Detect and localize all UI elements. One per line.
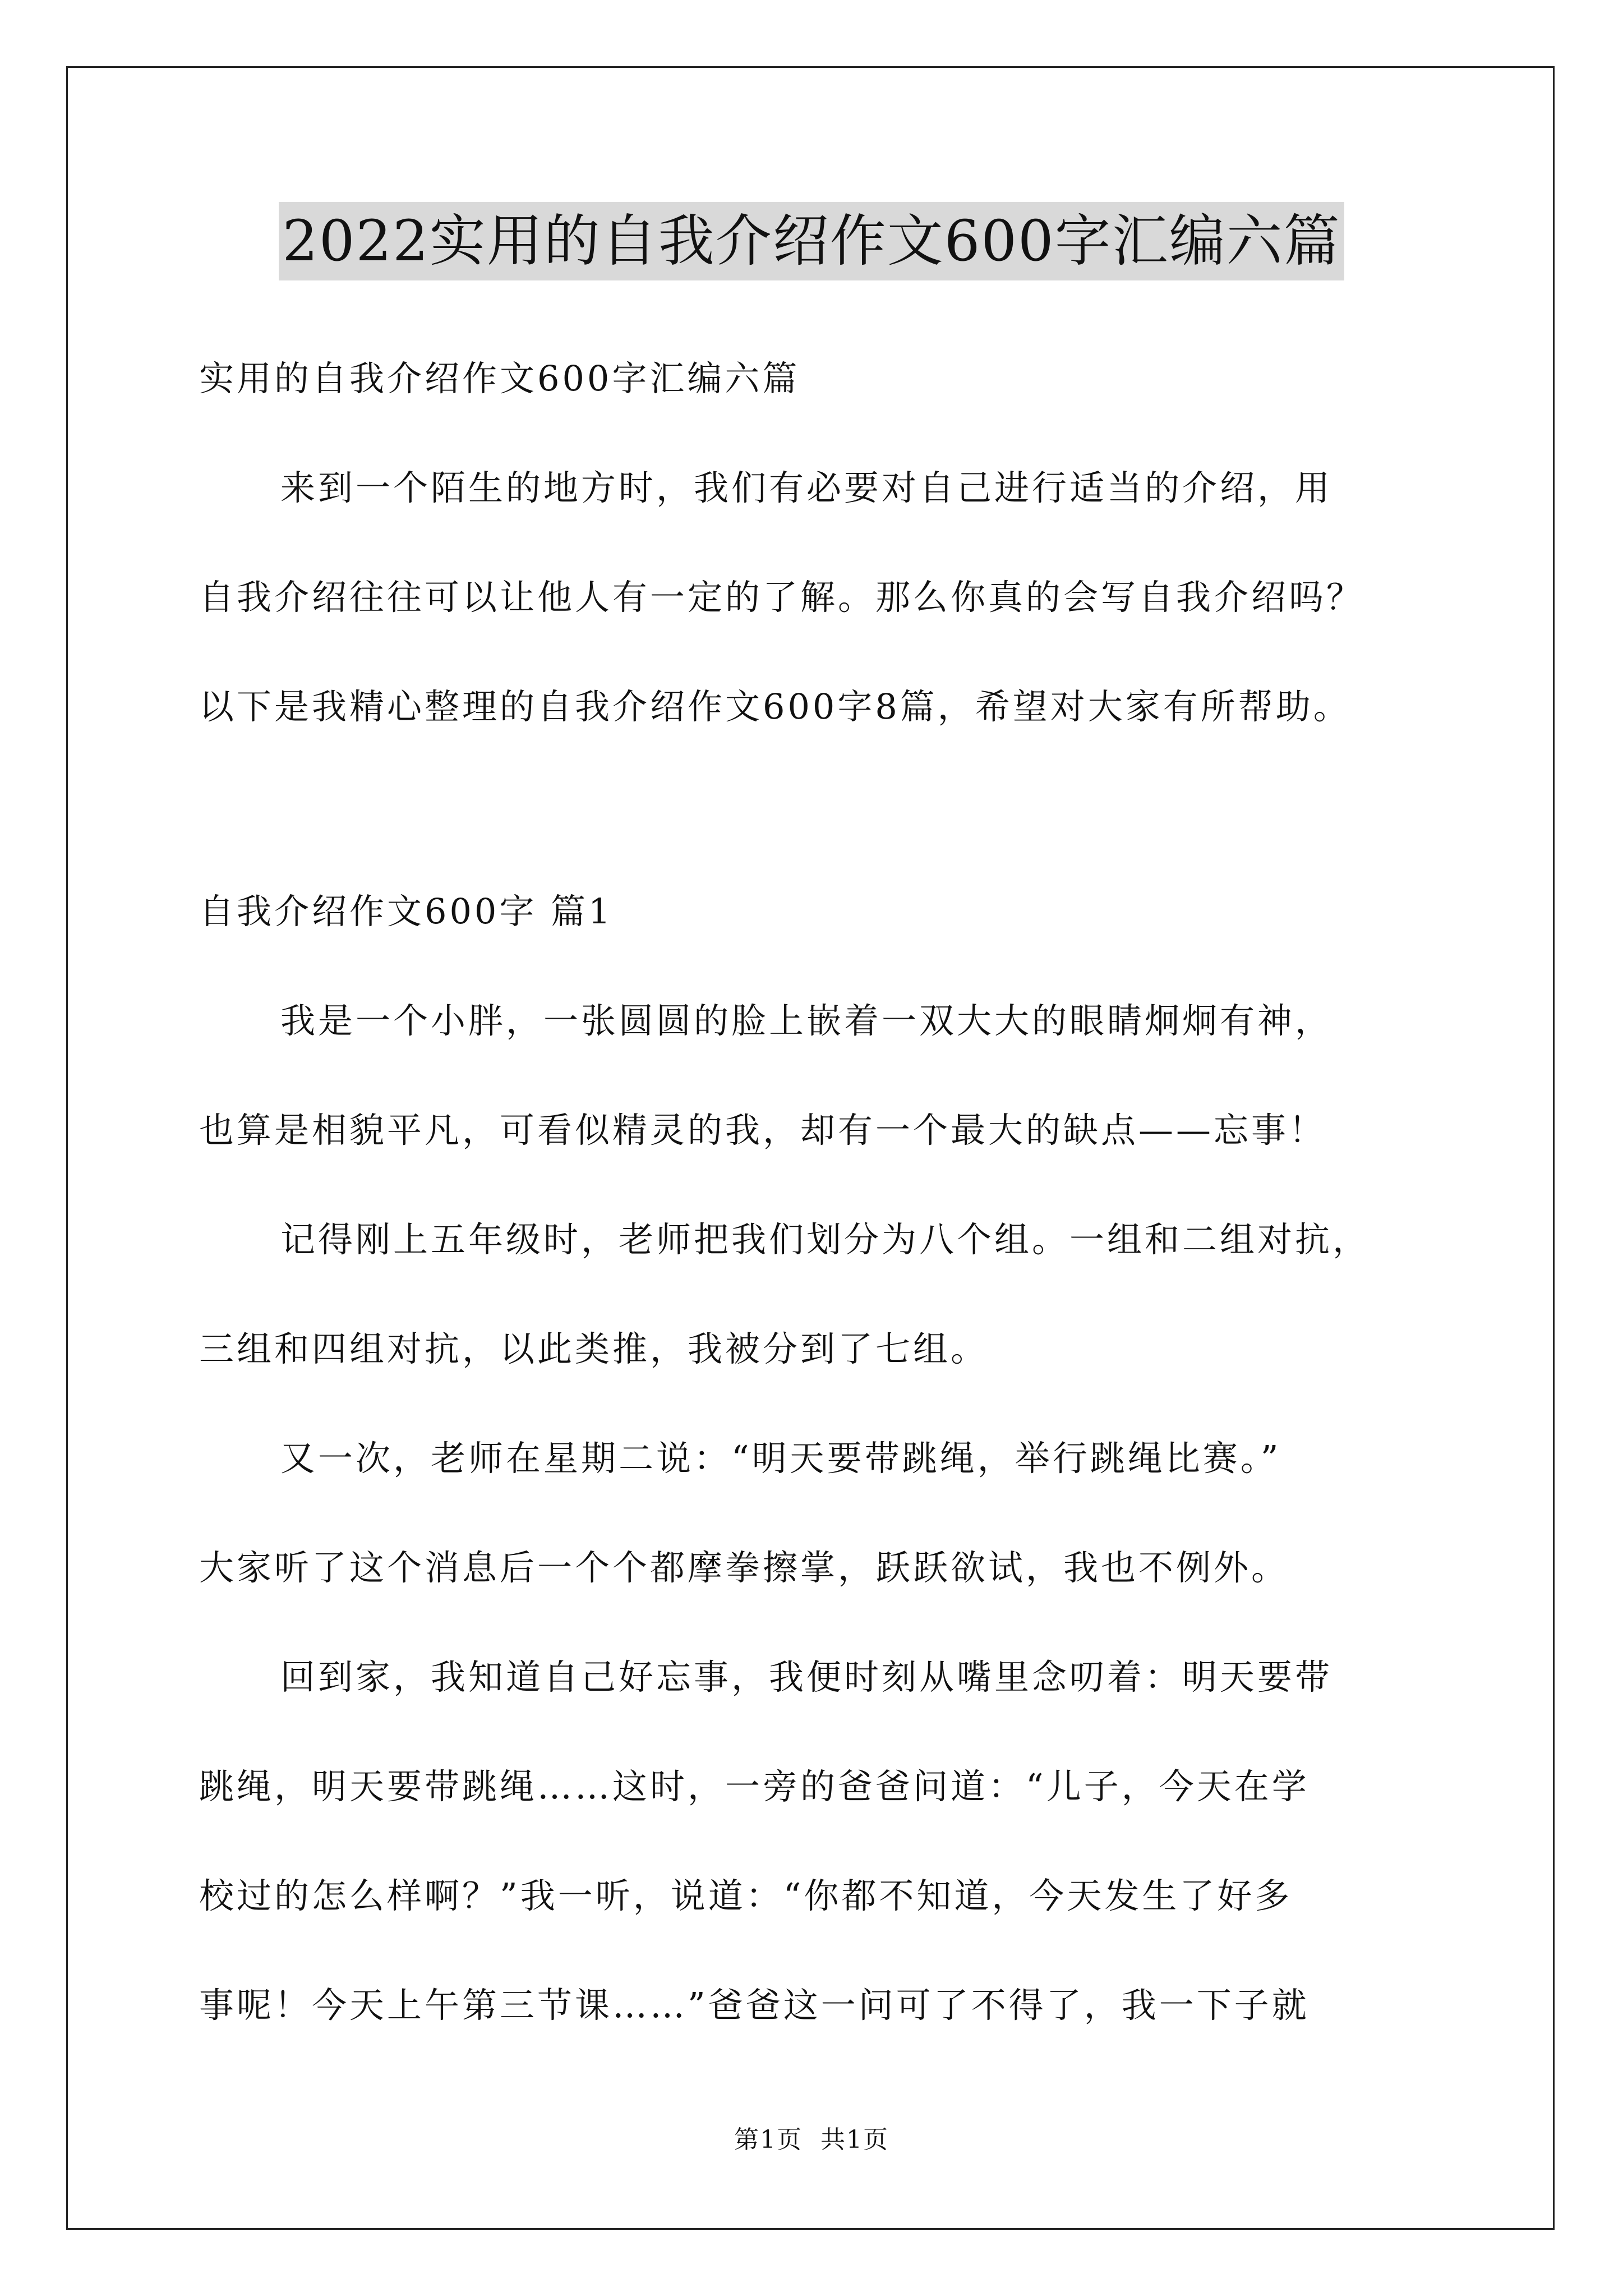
paragraph-line: 校过的怎么样啊？”我一听，说道：“你都不知道，今天发生了好多 — [199, 1875, 1293, 1916]
paragraph-line: 事呢！今天上午第三节课……”爸爸这一问可了不得了，我一下子就 — [199, 1985, 1310, 2026]
paragraph-line: 来到一个陌生的地方时，我们有必要对自己进行适当的介绍，用 — [280, 467, 1333, 508]
subtitle: 实用的自我介绍作文600字汇编六篇 — [199, 358, 800, 399]
paragraph-line: 自我介绍往往可以让他人有一定的了解。那么你真的会写自我介绍吗？ — [199, 577, 1364, 618]
page-number: 第1页 共1页 — [734, 2125, 889, 2154]
paragraph-line: 三组和四组对抗，以此类推，我被分到了七组。 — [199, 1328, 989, 1369]
paragraph-line: 也算是相貌平凡，可看似精灵的我，却有一个最大的缺点——忘事！ — [199, 1110, 1327, 1151]
paragraph-line: 我是一个小胖，一张圆圆的脸上嵌着一双大大的眼睛炯炯有神， — [280, 1000, 1333, 1041]
paragraph-line: 以下是我精心整理的自我介绍作文600字8篇，希望对大家有所帮助。 — [199, 686, 1351, 727]
document-title: 2022实用的自我介绍作文600字汇编六篇 — [279, 202, 1344, 280]
title-container — [0, 202, 1623, 280]
section-heading: 自我介绍作文600字 篇1 — [199, 891, 614, 932]
paragraph-line: 大家听了这个消息后一个个都摩拳擦掌，跃跃欲试，我也不例外。 — [199, 1547, 1289, 1588]
paragraph-line: 记得刚上五年级时，老师把我们划分为八个组。一组和二组对抗， — [280, 1219, 1371, 1260]
paragraph-line: 跳绳，明天要带跳绳……这时，一旁的爸爸问道：“儿子，今天在学 — [199, 1766, 1310, 1807]
paragraph-line: 回到家，我知道自己好忘事，我便时刻从嘴里念叨着：明天要带 — [280, 1657, 1333, 1697]
paragraph-line: 又一次，老师在星期二说：“明天要带跳绳，举行跳绳比赛。” — [280, 1438, 1281, 1479]
